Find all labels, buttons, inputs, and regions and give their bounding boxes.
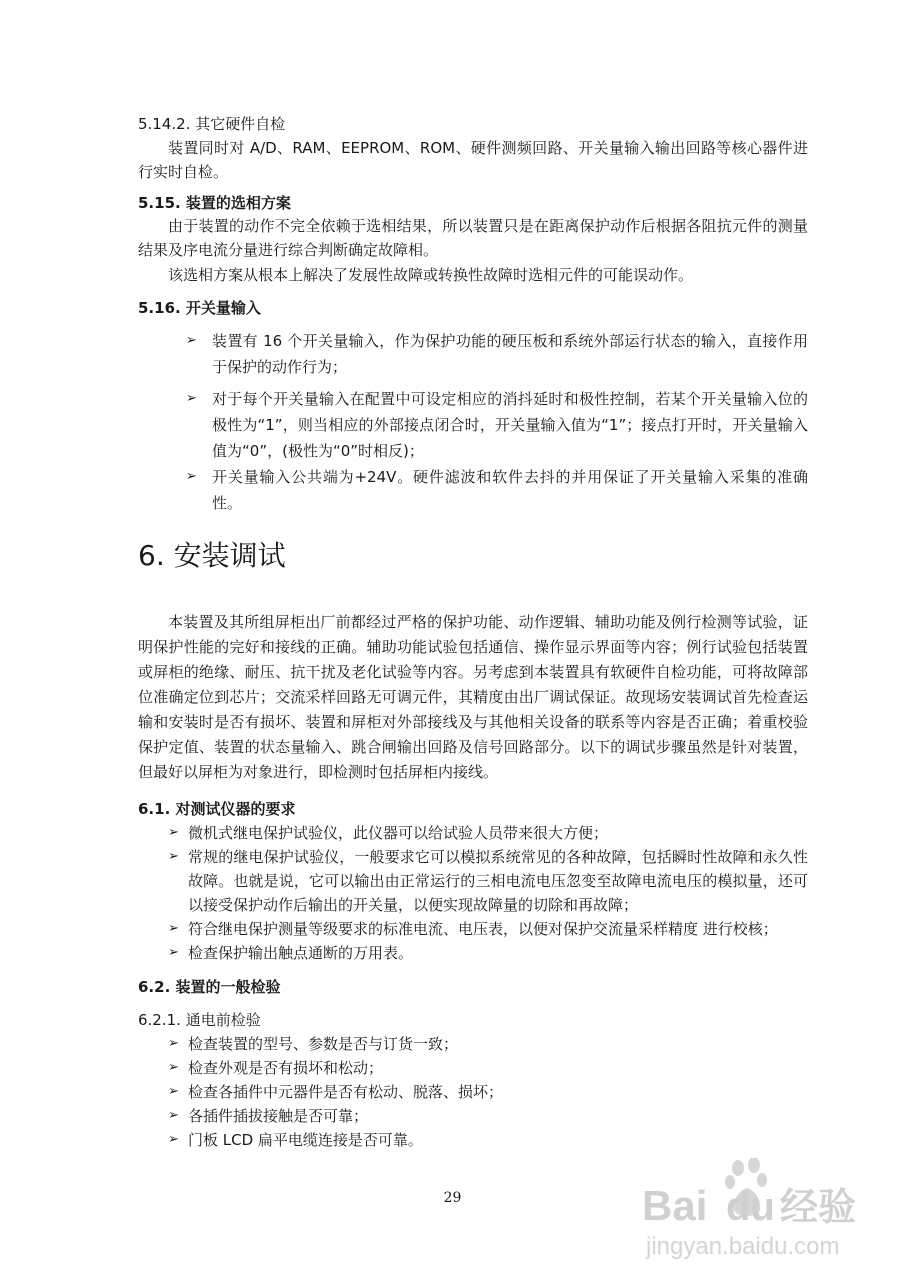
list-item bbox=[168, 941, 808, 965]
list-item bbox=[186, 464, 808, 516]
arrow-bullet-icon: ➢ bbox=[168, 921, 179, 936]
section-5-16-heading: 5.16. 开关量输入 bbox=[138, 299, 261, 317]
arrow-bullet-icon: ➢ bbox=[168, 825, 179, 840]
chapter-6-heading: 6. 安装调试 bbox=[138, 539, 286, 572]
list-item bbox=[168, 1128, 808, 1152]
arrow-bullet-icon: ➢ bbox=[168, 1132, 179, 1147]
list-item-text: 检查各插件中元器件是否有松动、脱落、损坏； bbox=[188, 1083, 504, 1101]
list-item-text: 对于每个开关量输入在配置中可设定相应的消抖延时和极性控制，若某个开关量输入位的极性为“1”，则当相应的外部接点闭合时，开关量输入值为“1”；接点打开时，开关量输入值为“0”，(极性为“0”时相反)； bbox=[212, 390, 808, 460]
baidu-jingyan-watermark bbox=[640, 1158, 880, 1268]
watermark-brand-latin: Bai bbox=[642, 1182, 708, 1229]
arrow-bullet-icon: ➢ bbox=[168, 849, 179, 864]
section-6-2-heading: 6.2. 装置的一般检验 bbox=[138, 978, 281, 996]
section-6-1-heading: 6.1. 对测试仪器的要求 bbox=[138, 800, 296, 818]
list-item bbox=[168, 1080, 808, 1104]
chapter-6-intro: 本装置及其所组屏柜出厂前都经过严格的保护功能、动作逻辑、辅助功能及例行检测等试验，证明保护性能的完好和接线的正确。辅助功能试验包括通信、操作显示界面等内容；例行试验包括装置或屏柜的绝缘、耐压、抗干扰及老化试验等内容。另考虑到本装置具有软硬件自检功能，可将故障部位准确定位到芯片；交流采样回路无可调元件，其精度由出厂调试保证。故现场安装调试首先检查运输和安装时是否有损坏、装置和屏柜对外部接线及与其他相关设备的联系等内容是否正确；着重校验保护定值、装置的状态量输入、跳合闸输出回路及信号回路部分。以下的调试步骤虽然是针对装置，但最好以屏柜为对象进行，即检测时包括屏柜内接线。 bbox=[138, 613, 808, 781]
arrow-bullet-icon: ➢ bbox=[168, 1036, 179, 1051]
list-item-text: 检查外观是否有损坏和松动； bbox=[188, 1059, 384, 1077]
list-item bbox=[168, 845, 808, 917]
list-item bbox=[168, 917, 808, 941]
list-item-text: 开关量输入公共端为+24V。硬件滤波和软件去抖的并用保证了开关量输入采集的准确性。 bbox=[212, 468, 808, 512]
list-item bbox=[186, 328, 808, 380]
list-item bbox=[186, 386, 808, 464]
arrow-bullet-icon: ➢ bbox=[168, 1084, 179, 1099]
list-item-text: 符合继电保护测量等级要求的标准电流、电压表，以便对保护交流量采样精度 进行校核； bbox=[188, 920, 778, 938]
list-item-text: 各插件插拔接触是否可靠； bbox=[188, 1107, 369, 1125]
section-5-15-paragraph-2: 该选相方案从根本上解决了发展性故障或转换性故障时选相元件的可能误动作。 bbox=[168, 266, 694, 284]
list-item bbox=[168, 1032, 808, 1056]
list-item-text: 门板 LCD 扁平电缆连接是否可靠。 bbox=[188, 1131, 423, 1149]
section-5-15-heading: 5.15. 装置的选相方案 bbox=[138, 194, 291, 212]
list-item bbox=[168, 1056, 808, 1080]
list-item bbox=[168, 821, 808, 845]
watermark-brand-du: du bbox=[726, 1185, 775, 1229]
list-item bbox=[168, 1104, 808, 1128]
arrow-bullet-icon: ➢ bbox=[168, 1108, 179, 1123]
arrow-bullet-icon: ➢ bbox=[186, 333, 197, 348]
section-6-2-1-heading: 6.2.1. 通电前检验 bbox=[138, 1011, 261, 1029]
arrow-bullet-icon: ➢ bbox=[186, 391, 197, 406]
watermark-url: jingyan.baidu.com bbox=[646, 1233, 840, 1260]
arrow-bullet-icon: ➢ bbox=[168, 1060, 179, 1075]
watermark-brand-cn: 经验 bbox=[780, 1187, 857, 1229]
section-5-14-2-text: 装置同时对 A/D、RAM、EEPROM、ROM、硬件测频回路、开关量输入输出回路等核心器件进行实时自检。 bbox=[138, 139, 808, 181]
page-number: 29 bbox=[443, 1190, 462, 1206]
list-item-text: 常规的继电保护试验仪，一般要求它可以模拟系统常见的各种故障，包括瞬时性故障和永久性故障。也就是说，它可以输出由正常运行的三相电流电压忽变至故障电流电压的模拟量，还可以接受保护动作后输出的开关量，以便实现故障量的切除和再故障； bbox=[188, 848, 808, 914]
section-5-14-2-heading: 5.14.2. 其它硬件自检 bbox=[138, 115, 286, 133]
list-item-text: 微机式继电保护试验仪，此仪器可以给试验人员带来很大方便； bbox=[188, 824, 609, 842]
list-item-text: 检查保护输出触点通断的万用表。 bbox=[188, 944, 414, 962]
arrow-bullet-icon: ➢ bbox=[186, 469, 197, 484]
arrow-bullet-icon: ➢ bbox=[168, 945, 179, 960]
section-5-15-paragraph-1: 由于装置的动作不完全依赖于选相结果，所以装置只是在距离保护动作后根据各阻抗元件的测量结果及序电流分量进行综合判断确定故障相。 bbox=[138, 217, 808, 259]
list-item-text: 装置有 16 个开关量输入，作为保护功能的硬压板和系统外部运行状态的输入，直接作用于保护的动作行为； bbox=[212, 332, 808, 376]
list-item-text: 检查装置的型号、参数是否与订货一致； bbox=[188, 1035, 459, 1053]
